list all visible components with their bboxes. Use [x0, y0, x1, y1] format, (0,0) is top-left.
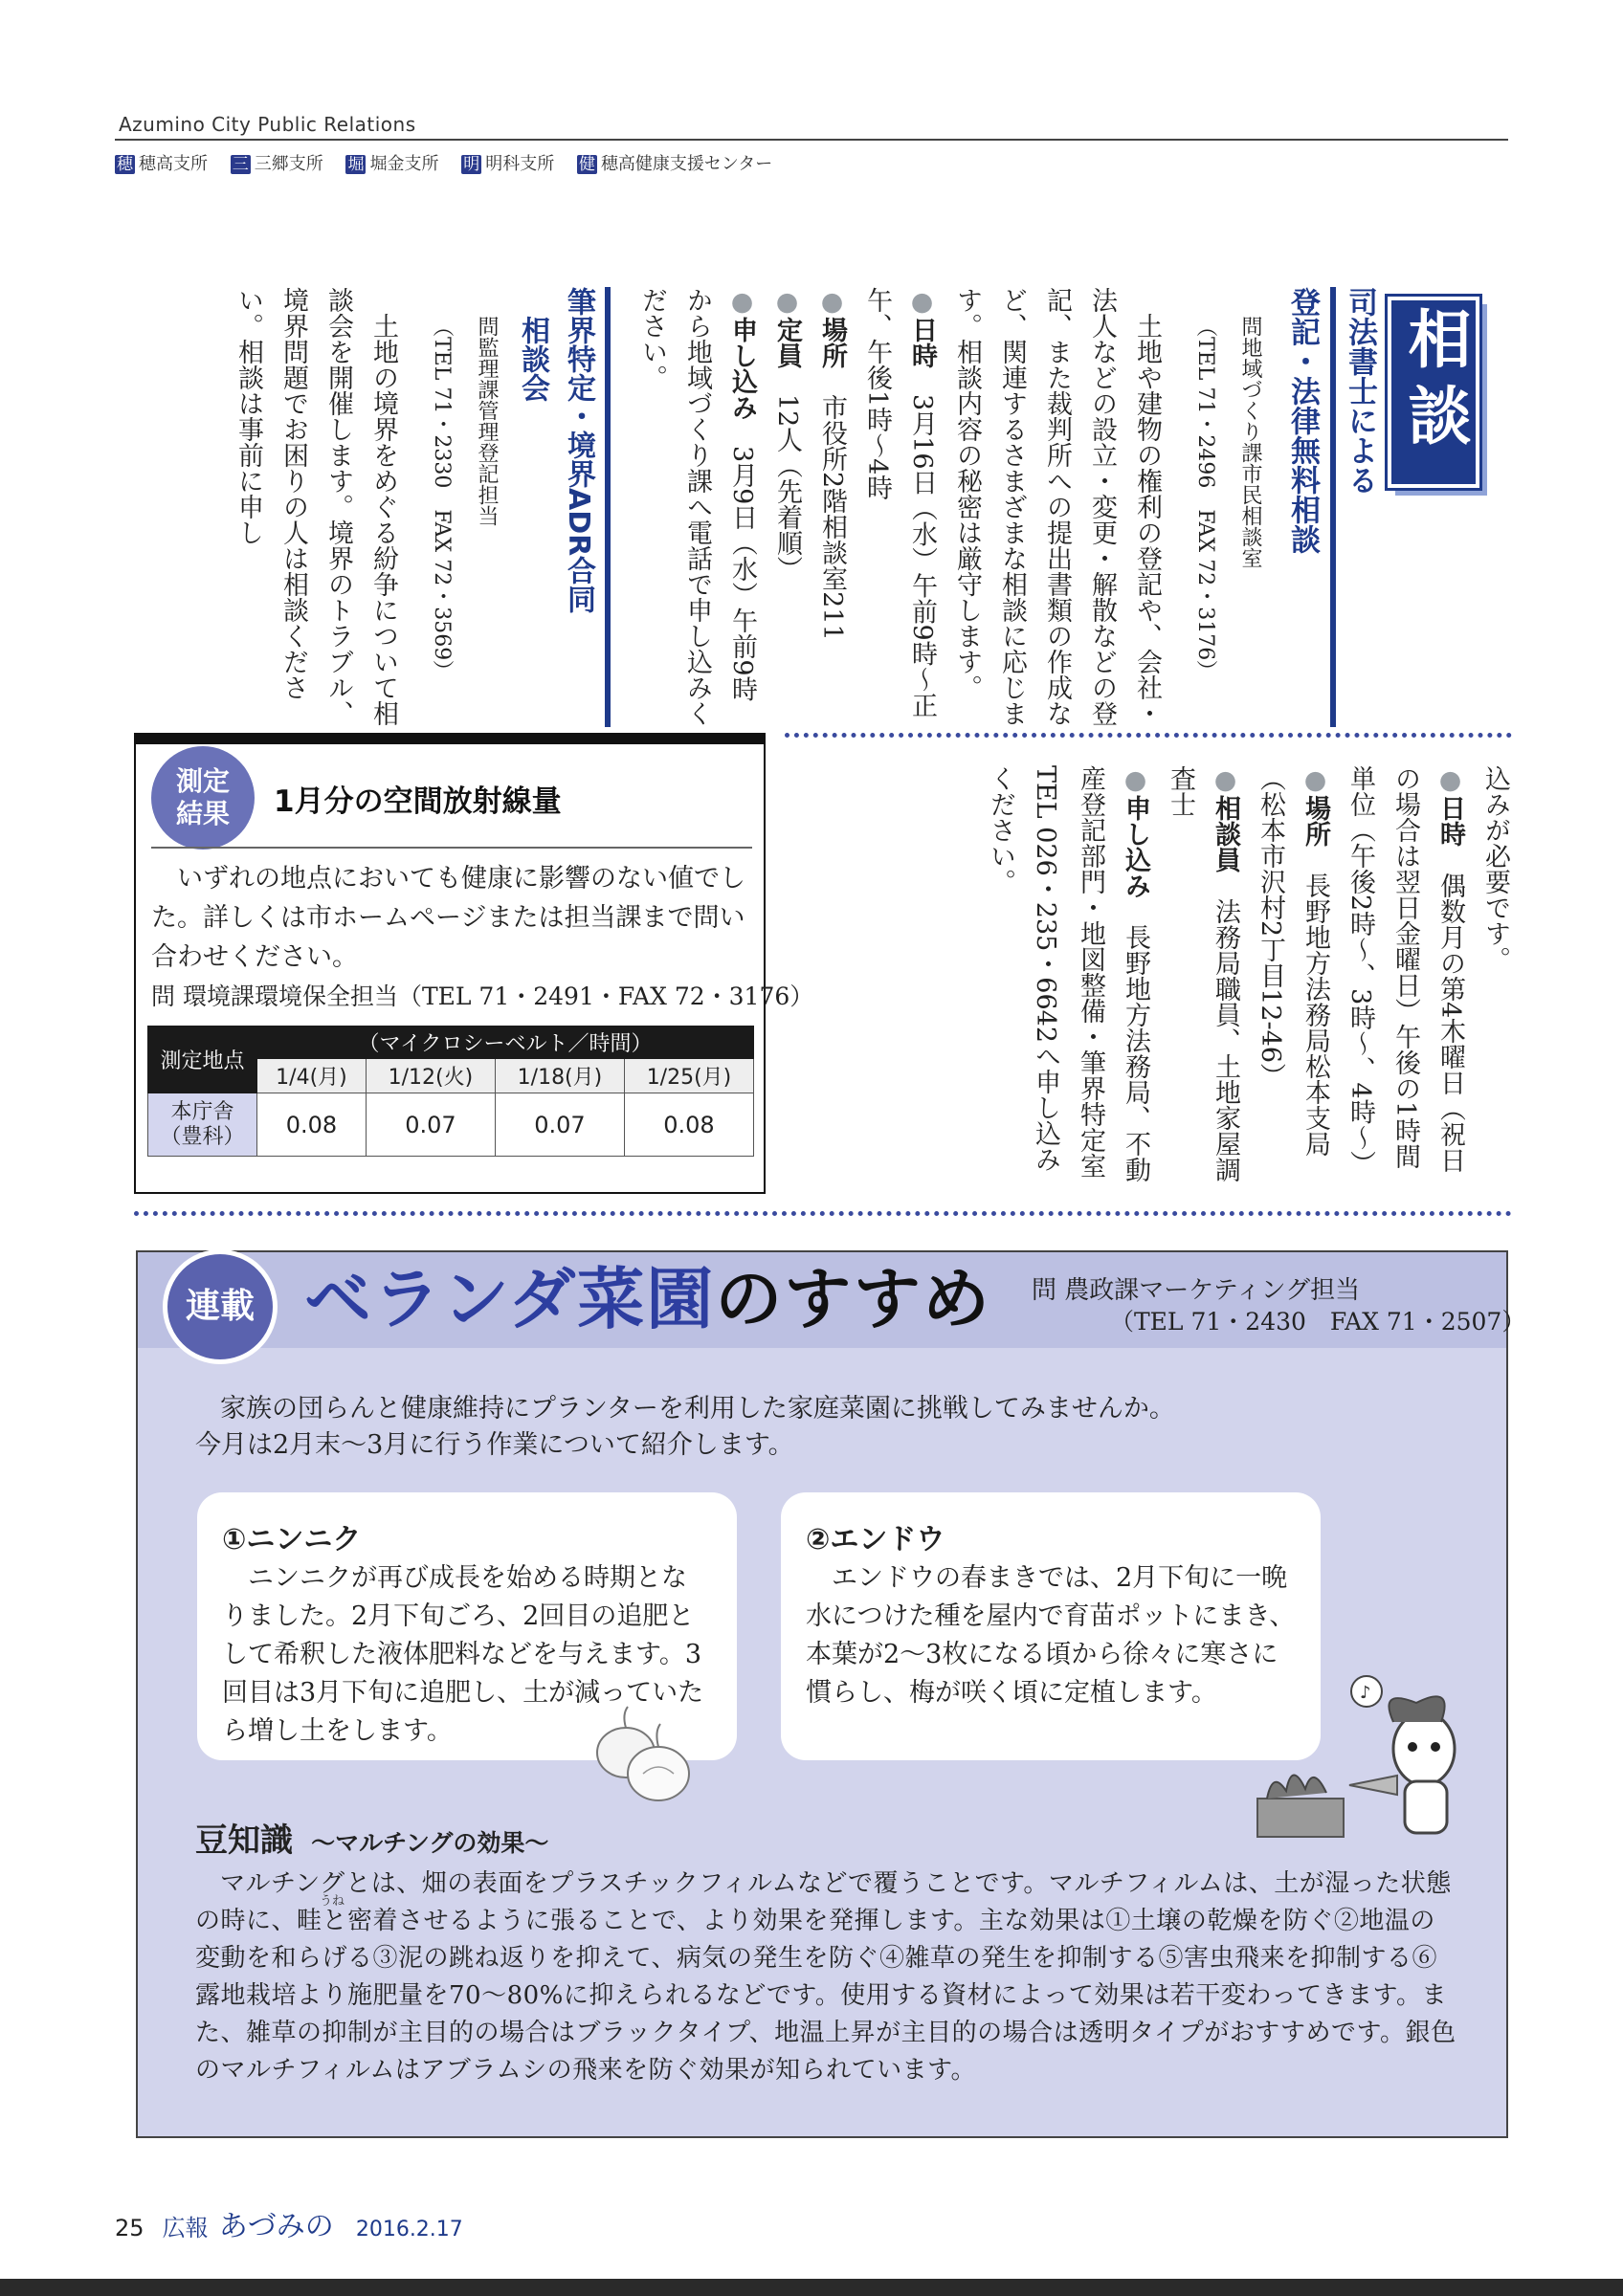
soudan-contact: 問地域づくり課市民相談室: [1238, 316, 1262, 568]
soudan-place: ●場所 市役所2階相談室211: [817, 287, 847, 641]
table-value: 0.08: [257, 1093, 367, 1157]
header-legend: [115, 150, 789, 175]
legend-misato: 三 三郷支所: [232, 154, 323, 174]
table-date: 1/18(月): [495, 1059, 624, 1093]
page-number: 25: [115, 2215, 145, 2241]
mame-title-main: 豆知識: [195, 1821, 293, 1860]
legend-health-center: 健 穂高健康支援センター: [578, 154, 773, 174]
radiation-contact: 問 環境課環境保全担当（TEL 71・2491・FAX 72・3176）: [151, 982, 814, 1010]
kyokai-date: ●日時 偶数月の第4木曜日（祝日の場合は翌日金曜日）午後の1時間単位（午後2時〜、3時〜、4時〜）: [1345, 765, 1465, 1177]
radiation-body: いずれの地点においても健康に影響のない値でした。詳しくは市ホームページまたは担当課まで問い合わせください。: [151, 864, 745, 972]
radiation-title-rule: [151, 847, 752, 849]
soudan-telfax: （TEL 71・2496 FAX 72・3176）: [1193, 316, 1217, 682]
header-rule: [115, 139, 1508, 141]
radiation-table: [147, 1026, 754, 1157]
pea-title: ②エンドウ: [806, 1523, 945, 1556]
soudan-date: ●日時 3月16日（水）午前9時〜正午、午後1時〜4時: [862, 287, 937, 718]
table-row-label: 本庁舎 （豊科）: [148, 1093, 257, 1157]
legend-hotaka: 穂 穂高支所: [117, 154, 208, 174]
kyokai-contact: 問監理課管理登記担当: [475, 316, 499, 526]
garlic-body: ニンニクが再び成長を始める時期となりました。2月下旬ごろ、2回目の追肥として希釈した液体肥料などを与えます。3回目は3月下旬に追肥し、土が減っていたら増し土をします。: [222, 1563, 704, 1746]
table-unit: （マイクロシーベルト／時間）: [257, 1027, 754, 1059]
veranda-intro-1: 家族の団らんと健康維持にプランターを利用した家庭菜園に挑戦してみませんか。: [220, 1394, 1175, 1424]
soudan-article: [226, 287, 1384, 727]
garlic-illustration: [584, 1703, 699, 1808]
veranda-title-b: のすすめ: [715, 1260, 991, 1338]
veranda-title-a: ベランダ菜園: [304, 1260, 716, 1338]
soudan-badge-text: 相談: [1397, 306, 1471, 459]
kyokai-title-2: 相談会: [516, 316, 549, 402]
bottom-bar: [0, 2279, 1623, 2296]
radiation-title: 1月分の空間放射線量: [274, 784, 562, 819]
footer-date: 2016.2.17: [355, 2218, 463, 2241]
table-date: 1/12(火): [366, 1059, 495, 1093]
svg-text:♪: ♪: [1360, 1683, 1371, 1703]
footer-pub: 広報: [162, 2215, 209, 2241]
mascot-illustration: [1254, 1665, 1483, 1846]
garlic-title: ①ニンニク: [222, 1523, 362, 1556]
kyokai-continuation: [978, 765, 1518, 1186]
table-date: 1/25(月): [624, 1059, 753, 1093]
table-value: 0.08: [624, 1093, 753, 1157]
veranda-contact-1: 問 農政課マーケティング担当: [1032, 1276, 1361, 1305]
footer-name: あづみの: [218, 2210, 334, 2243]
kyokai-application: ●申し込み 長野地方法務局、不動産登記部門・地図整備・筆界特定室 TEL 026・235・6642へ申し込みください。: [986, 765, 1150, 1182]
mame-body: マルチングとは、畑の表面をプラスチックフィルムなどで覆うことです。マルチフィルムは、土が湿った状態の時に、畦と密着させるように張ることで、より効果を発揮します。主な効果は①土壌の乾燥を防ぐ②地温の変動を和らげる③泥の跳ね返りを抑えて、病気の発生を防ぐ④雑草の発生を抑制する⑤害虫飛来を抑制する⑥露地栽培より施肥量を70〜80%に抑えられるなどです。使用する資材によって効果は若干変わってきます。また、雑草の抑制が主目的の場合はブラックタイプ、地温上昇が主目的の場合は透明タイプがおすすめです。銀色のマルチフィルムはアブラムシの飛来を防ぐ効果が知られています。: [195, 1869, 1456, 2085]
kyokai-body: 土地の境界をめぐる紛争について相談会を開催します。境界のトラブル、境界問題でお困りの人は相談ください。相談は事前に申し: [233, 287, 398, 726]
kyokai-telfax: （TEL 71・2330 FAX 72・3569）: [430, 316, 454, 682]
soudan-title-1: 司法書士による: [1343, 287, 1377, 495]
pea-card: [781, 1492, 1321, 1760]
veranda-badge: 連載: [163, 1249, 278, 1364]
table-value: 0.07: [495, 1093, 624, 1157]
soudan-application: ●申し込み 3月9日（水）午前9時から地域づくり課へ電話で申し込みください。: [637, 287, 757, 726]
footer: [115, 2202, 463, 2244]
veranda-intro-2: 今月は2月末〜3月に行う作業について紹介します。: [195, 1430, 794, 1460]
legend-horigane: 堀 堀金支所: [347, 154, 439, 174]
kyokai-cont: 込みが必要です。: [1480, 765, 1510, 972]
divider-middle: [134, 1211, 1512, 1216]
radiation-badge: 測定 結果: [151, 746, 255, 850]
divider-top: [785, 733, 1512, 738]
soudan-capacity: ●定員 12人（先着順）: [772, 287, 802, 583]
kyokai-title-1: 筆界特定・境界ADR合同: [555, 287, 611, 727]
pea-body: エンドウの春まきでは、2月下旬に一晩水につけた種を屋内で育苗ポットにまき、本葉が2〜3枚になる頃から徐々に寒さに慣らし、梅が咲く頃に定植します。: [806, 1563, 1296, 1708]
mame-title-sub: 〜マルチングの効果〜: [311, 1829, 549, 1857]
table-value: 0.07: [366, 1093, 495, 1157]
mame-ruby: うね: [320, 1894, 345, 1909]
table-corner: 測定地点: [148, 1027, 257, 1093]
veranda-contact-2: （TEL 71・2430 FAX 71・2507）: [1110, 1308, 1526, 1336]
legend-akashina: 明 明科支所: [463, 154, 555, 174]
mame-title: [195, 1814, 548, 1861]
kyokai-place: ●場所 長野地方法務局松本支局（松本市沢村2丁目12‐46）: [1256, 765, 1330, 1157]
table-date: 1/4(月): [257, 1059, 367, 1093]
veranda-title: [304, 1255, 991, 1343]
soudan-title-2: 登記・法律無料相談: [1278, 287, 1336, 727]
header-title: Azumino City Public Relations: [119, 113, 416, 136]
soudan-body: 土地や建物の権利の登記や、会社・法人などの設立・変更・解散などの登記、また裁判所への提出書類の作成など、関連するさまざまな相談に応じます。相談内容の秘密は厳守します。: [952, 287, 1162, 726]
kyokai-staff: ●相談員 法務局職員、土地家屋調査士: [1166, 765, 1240, 1182]
